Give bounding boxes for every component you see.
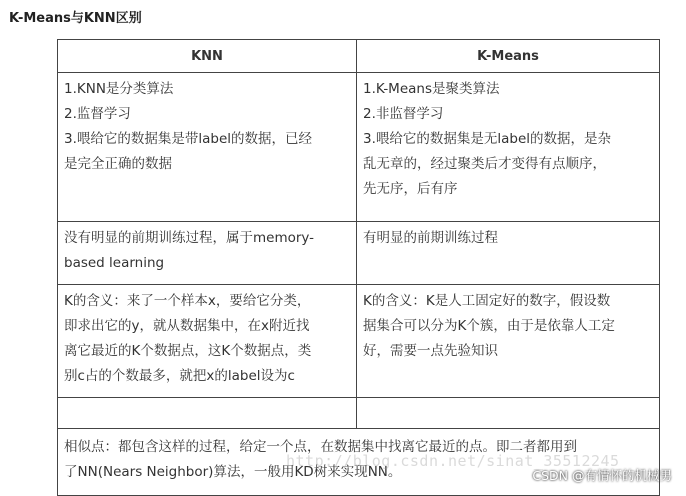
empty-cell — [357, 398, 660, 429]
kmeans-line: 乱无章的，经过聚类后才变得有点顺序， — [363, 156, 606, 172]
similarity-line: 相似点：都包含这样的过程，给定一个点，在数据集中找离它最近的点。即二者都用到 — [64, 439, 577, 455]
knn-line: 2.监督学习 — [64, 106, 131, 122]
kmeans-line: 先无序，后有序 — [363, 181, 458, 197]
kmeans-line: 据集合可以分为K个簇，由于是依靠人工定 — [363, 318, 615, 334]
header-kmeans: K-Means — [357, 40, 660, 73]
kmeans-line: 好，需要一点先验知识 — [363, 343, 498, 359]
knn-line: K的含义：来了一个样本x，要给它分类， — [64, 293, 311, 309]
kmeans-line: 有明显的前期训练过程 — [363, 230, 498, 246]
table-row — [58, 222, 660, 285]
similarity-cell — [58, 429, 660, 496]
knn-line: 离它最近的K个数据点，这K个数据点，类 — [64, 343, 312, 359]
table-row — [58, 285, 660, 398]
csdn-credit: CSDN @有情怀的机械男 — [532, 468, 672, 483]
kmeans-k-meaning-cell — [357, 285, 660, 398]
knn-line: 没有明显的前期训练过程，属于memory- — [64, 230, 315, 246]
page-title: K-Means与KNN区别 — [9, 11, 142, 26]
knn-line: based learning — [64, 255, 165, 271]
url-watermark: http://blog.csdn.net/sinat_35512245 — [286, 452, 620, 470]
knn-line: 别c占的个数最多，就把x的label设为c — [64, 368, 295, 384]
knn-training-cell — [58, 222, 357, 285]
comparison-table — [57, 39, 660, 496]
table-row — [58, 429, 660, 496]
header-knn: KNN — [58, 40, 357, 73]
empty-cell — [58, 398, 357, 429]
kmeans-line: 1.K-Means是聚类算法 — [363, 81, 500, 97]
knn-line: 是完全正确的数据 — [64, 156, 172, 172]
kmeans-training-cell — [357, 222, 660, 285]
kmeans-line: 2.非监督学习 — [363, 106, 444, 122]
table-row-empty — [58, 398, 660, 429]
knn-definition-cell — [58, 73, 357, 222]
knn-line: 即求出它的y，就从数据集中，在x附近找 — [64, 318, 310, 334]
knn-line: 3.喂给它的数据集是带label的数据，已经 — [64, 131, 313, 147]
knn-line: 1.KNN是分类算法 — [64, 81, 174, 97]
kmeans-line: K的含义：K是人工固定好的数字，假设数 — [363, 293, 611, 309]
similarity-line: 了NN(Nears Neighbor)算法，一般用KD树来实现NN。 — [64, 464, 402, 480]
knn-k-meaning-cell — [58, 285, 357, 398]
kmeans-definition-cell — [357, 73, 660, 222]
kmeans-line: 3.喂给它的数据集是无label的数据，是杂 — [363, 131, 612, 147]
table-header-row — [58, 40, 660, 73]
table-row — [58, 73, 660, 222]
